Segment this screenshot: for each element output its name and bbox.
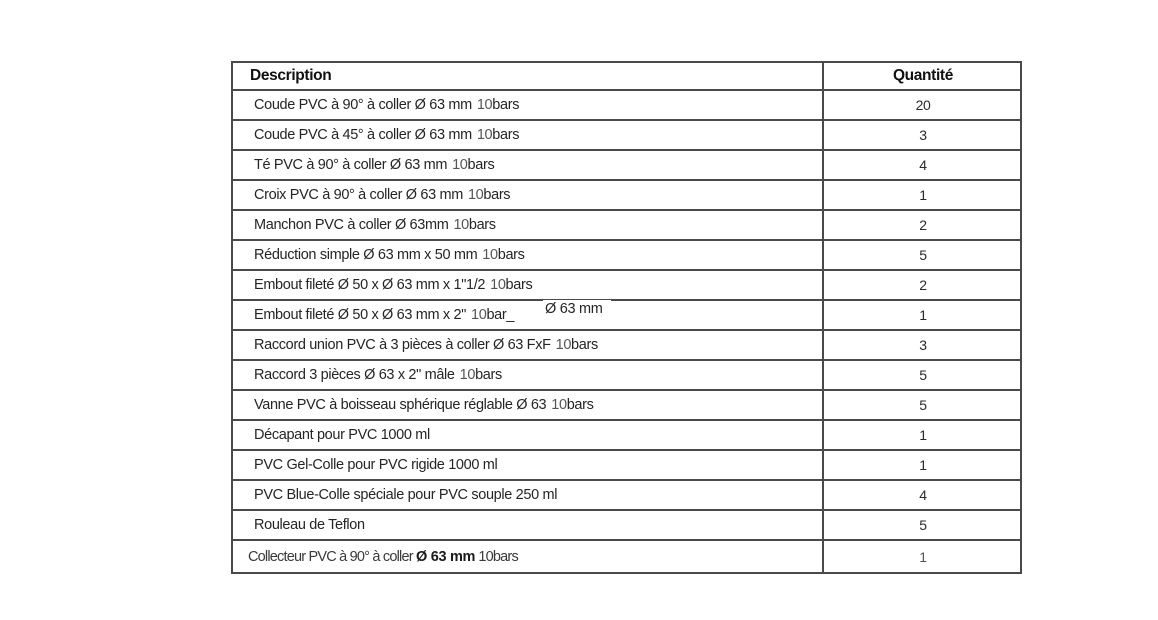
row-description: Réduction simple Ø 63 mm x 50 mm 10bars — [232, 240, 823, 270]
row-quantity: 1 — [823, 300, 1021, 330]
row-quantity: 2 — [823, 210, 1021, 240]
row-quantity: 1 — [823, 420, 1021, 450]
row-description: Té PVC à 90° à coller Ø 63 mm 10bars — [232, 150, 823, 180]
row-quantity: 5 — [823, 510, 1021, 540]
table-row — [232, 480, 1021, 510]
table-row — [232, 120, 1021, 150]
row-quantity: 1 — [823, 540, 1021, 573]
row-quantity: 4 — [823, 480, 1021, 510]
row-description: PVC Gel-Colle pour PVC rigide 1000 ml — [232, 450, 823, 480]
table-row — [232, 450, 1021, 480]
table-row — [232, 420, 1021, 450]
table-row — [232, 330, 1021, 360]
row-description: Rouleau de Teflon — [232, 510, 823, 540]
row-description: Manchon PVC à coller Ø 63mm 10bars — [232, 210, 823, 240]
row-quantity: 4 — [823, 150, 1021, 180]
row-quantity: 5 — [823, 390, 1021, 420]
row-quantity: 3 — [823, 120, 1021, 150]
row-quantity: 2 — [823, 270, 1021, 300]
table-row-collecteur — [232, 540, 1021, 573]
row-quantity: 3 — [823, 330, 1021, 360]
table-row — [232, 300, 1021, 330]
table-row — [232, 150, 1021, 180]
row-quantity: 5 — [823, 360, 1021, 390]
row-quantity: 1 — [823, 450, 1021, 480]
row-description: Raccord 3 pièces Ø 63 x 2" mâle 10bars — [232, 360, 823, 390]
parts-table-container — [231, 61, 1020, 574]
table-row — [232, 390, 1021, 420]
table-header-row — [232, 62, 1021, 90]
row-description: Embout fileté Ø 50 x Ø 63 mm x 1"1/2 10bars — [232, 270, 823, 300]
row-description: Embout fileté Ø 50 x Ø 63 mm x 2" 10bar_ — [232, 300, 823, 330]
table-row — [232, 90, 1021, 120]
row-description: Décapant pour PVC 1000 ml — [232, 420, 823, 450]
row-quantity: 5 — [823, 240, 1021, 270]
row-description: Collecteur PVC à 90° à coller Ø 63 mm 10bars — [232, 540, 823, 573]
table-row — [232, 180, 1021, 210]
row-description: Raccord union PVC à 3 pièces à coller Ø 63 FxF 10bars — [232, 330, 823, 360]
table-row — [232, 210, 1021, 240]
row-description: Coude PVC à 90° à coller Ø 63 mm 10bars — [232, 90, 823, 120]
row-description: Coude PVC à 45° à coller Ø 63 mm 10bars — [232, 120, 823, 150]
row-description: Vanne PVC à boisseau sphérique réglable Ø 63 10bars — [232, 390, 823, 420]
table-row — [232, 360, 1021, 390]
row-description: PVC Blue-Colle spéciale pour PVC souple 250 ml — [232, 480, 823, 510]
table-row — [232, 510, 1021, 540]
overlay-diameter-label: Ø 63 mm — [543, 300, 611, 320]
row-description: Croix PVC à 90° à coller Ø 63 mm 10bars — [232, 180, 823, 210]
table-row — [232, 240, 1021, 270]
table-row — [232, 270, 1021, 300]
header-description: Description — [232, 62, 823, 90]
header-quantity: Quantité — [823, 62, 1021, 90]
row-quantity: 1 — [823, 180, 1021, 210]
parts-table — [231, 61, 1022, 574]
row-quantity: 20 — [823, 90, 1021, 120]
